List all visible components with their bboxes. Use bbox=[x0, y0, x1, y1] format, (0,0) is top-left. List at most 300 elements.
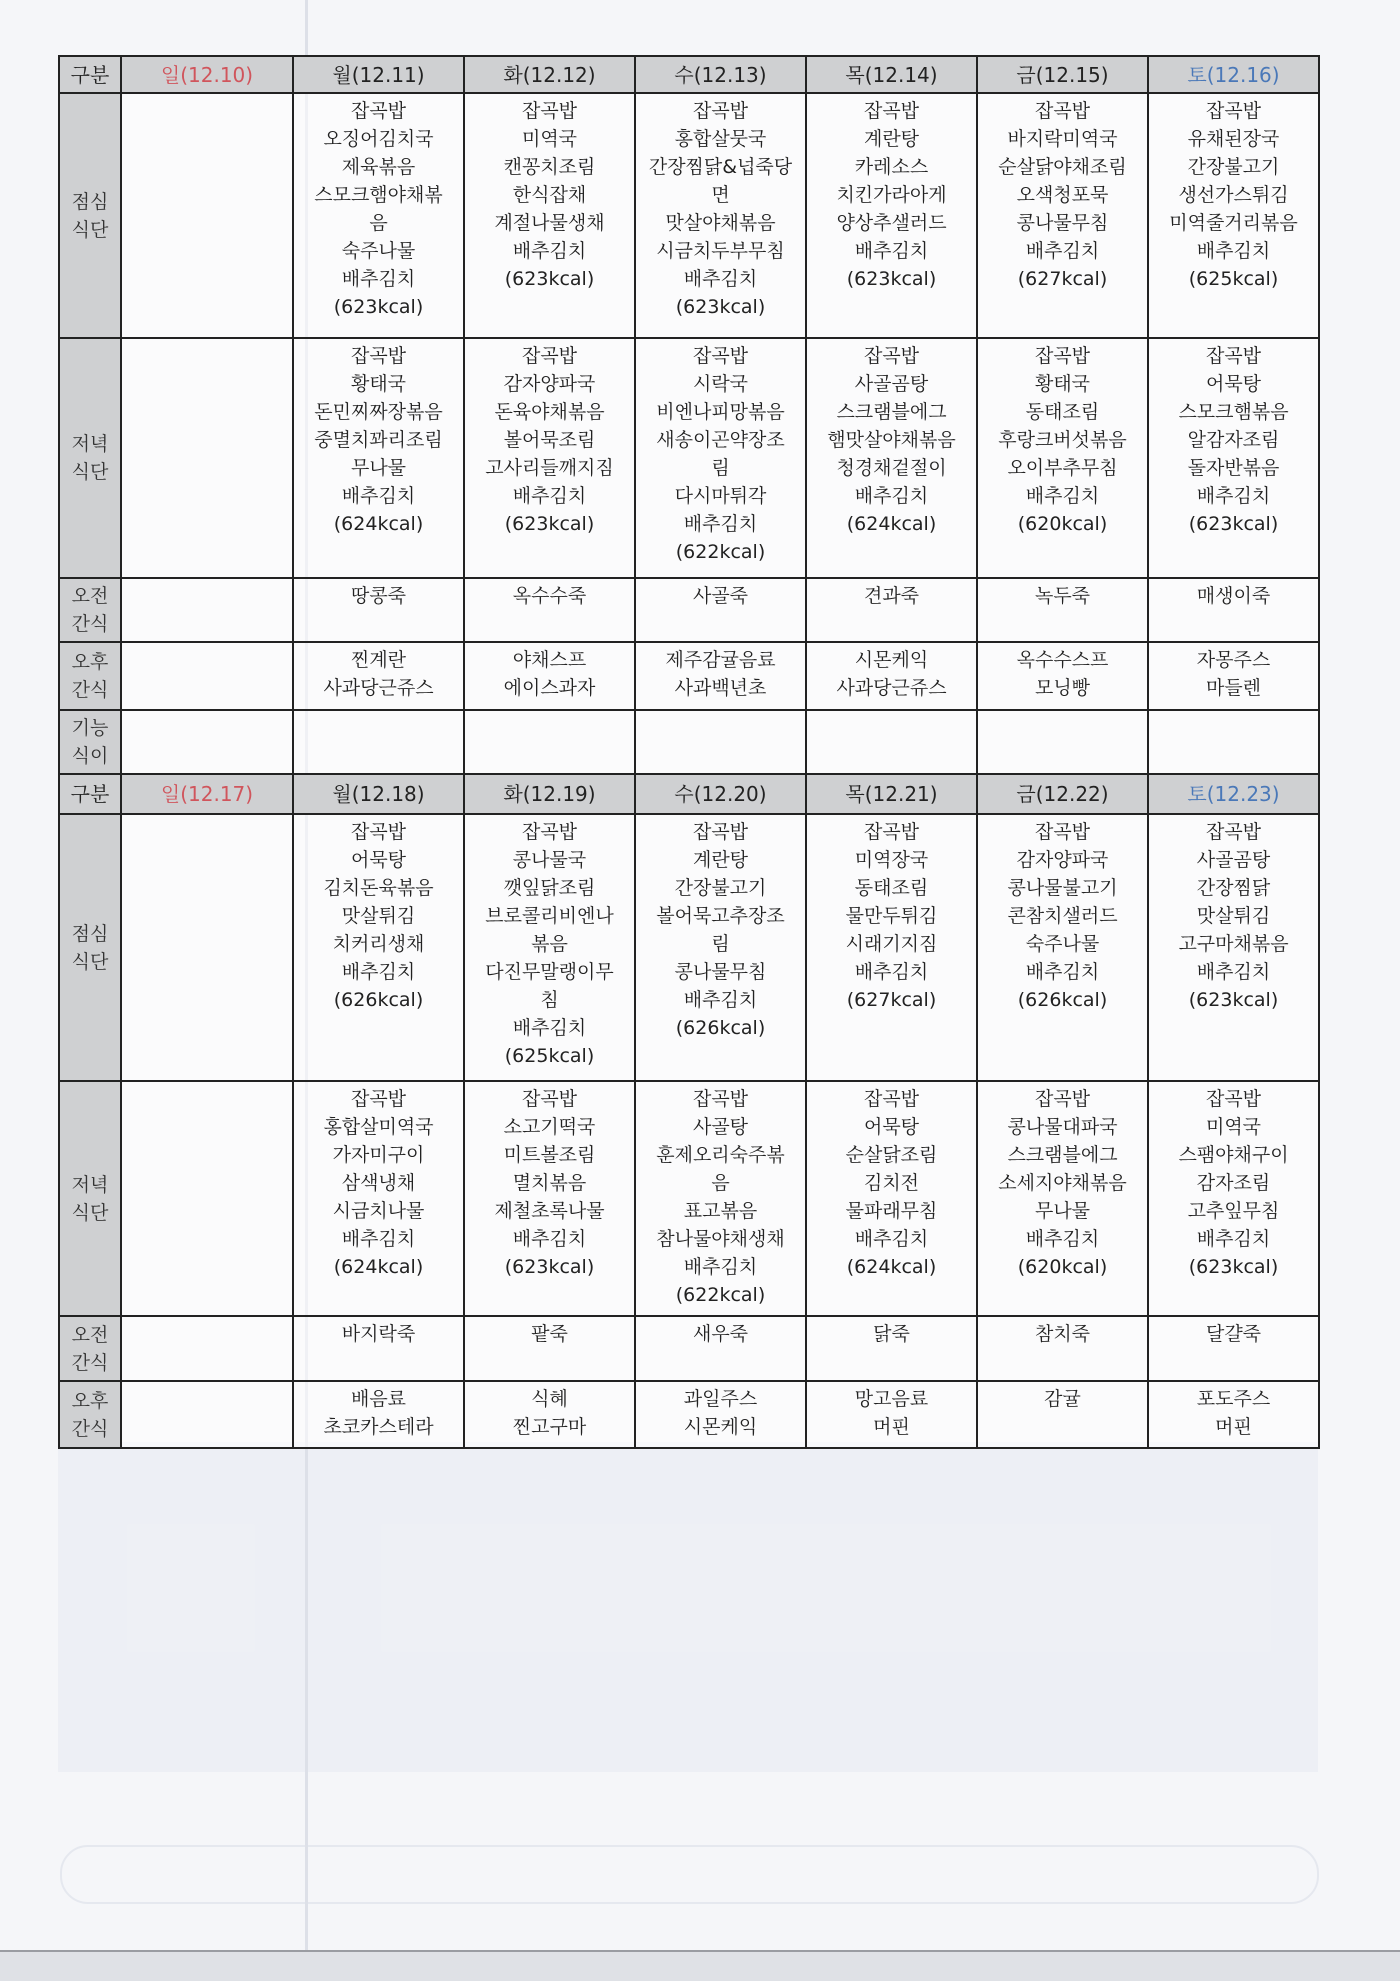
menu-item: 배추김치 bbox=[1196, 485, 1271, 507]
menu-item: 잡곡밥 bbox=[350, 821, 407, 843]
menu-item: 잡곡밥 bbox=[1034, 1088, 1091, 1110]
day-header: 수(12.13) bbox=[635, 56, 806, 93]
menu-cell bbox=[635, 1316, 806, 1381]
menu-item: (623kcal) bbox=[1188, 513, 1279, 535]
menu-item: 배추김치 bbox=[683, 1256, 758, 1278]
menu-item: (624kcal) bbox=[846, 513, 937, 535]
menu-cell bbox=[464, 1381, 635, 1448]
menu-item: 머핀 bbox=[1215, 1416, 1252, 1438]
menu-item: 다진무말랭이무 bbox=[485, 961, 614, 983]
menu-cell bbox=[121, 338, 293, 578]
menu-cell bbox=[977, 710, 1148, 774]
menu-item: 맛살야채볶음 bbox=[665, 212, 776, 234]
menu-item: 시금치두부무침 bbox=[656, 240, 785, 262]
menu-item: 잡곡밥 bbox=[350, 1088, 407, 1110]
menu-item: 순살닭야채조림 bbox=[998, 156, 1127, 178]
day-header: 금(12.22) bbox=[977, 774, 1148, 814]
day-header: 월(12.11) bbox=[293, 56, 464, 93]
menu-item: 잡곡밥 bbox=[521, 821, 578, 843]
menu-cell bbox=[977, 93, 1148, 338]
menu-item: 옥수수스프 bbox=[1016, 649, 1109, 671]
row-label-line: 점심 bbox=[71, 190, 109, 213]
menu-item: 감자양파국 bbox=[1016, 849, 1109, 871]
menu-item: 유채된장국 bbox=[1187, 128, 1280, 150]
day-header: 일(12.10) bbox=[121, 56, 293, 93]
menu-item: 오색청포묵 bbox=[1016, 184, 1109, 206]
menu-cell bbox=[293, 93, 464, 338]
menu-item: 소고기떡국 bbox=[503, 1116, 596, 1138]
menu-cell bbox=[635, 642, 806, 710]
menu-cell bbox=[977, 1381, 1148, 1448]
menu-item: 참나물야채생채 bbox=[656, 1228, 785, 1250]
menu-item: 계절나물생채 bbox=[494, 212, 605, 234]
menu-item: 제육볶음 bbox=[341, 156, 416, 178]
menu-item: 잡곡밥 bbox=[350, 100, 407, 122]
menu-cell bbox=[121, 1081, 293, 1316]
row-label-pm-snack bbox=[59, 1381, 121, 1448]
menu-item: 배추김치 bbox=[683, 268, 758, 290]
menu-cell bbox=[977, 814, 1148, 1081]
menu-item: 다시마튀각 bbox=[674, 485, 767, 507]
menu-item: 어묵탕 bbox=[863, 1116, 920, 1138]
menu-item: 배추김치 bbox=[1025, 485, 1100, 507]
menu-item: 배추김치 bbox=[512, 1228, 587, 1250]
pm-snack-row bbox=[59, 1381, 1319, 1448]
menu-item: (626kcal) bbox=[1017, 989, 1108, 1011]
menu-item: 잡곡밥 bbox=[692, 1088, 749, 1110]
menu-item: 숙주나물 bbox=[1025, 933, 1100, 955]
row-label-line: 식단 bbox=[71, 218, 109, 241]
menu-item: (624kcal) bbox=[333, 513, 424, 535]
menu-item: 시몬케익 bbox=[854, 649, 929, 671]
weekly-meal-table bbox=[58, 55, 1320, 1449]
dinner-row bbox=[59, 1081, 1319, 1316]
menu-item: 오징어김치국 bbox=[323, 128, 434, 150]
am-snack-row bbox=[59, 578, 1319, 642]
menu-cell bbox=[806, 93, 977, 338]
menu-cell bbox=[293, 1381, 464, 1448]
menu-item: 어묵탕 bbox=[350, 849, 407, 871]
menu-item: 팥죽 bbox=[531, 1323, 568, 1345]
menu-item: (627kcal) bbox=[846, 989, 937, 1011]
menu-item: 후랑크버섯볶음 bbox=[998, 429, 1127, 451]
menu-item: 사골곰탕 bbox=[1196, 849, 1271, 871]
menu-item: 새우죽 bbox=[692, 1323, 749, 1345]
day-header: 월(12.18) bbox=[293, 774, 464, 814]
menu-item: 찐고구마 bbox=[512, 1416, 587, 1438]
menu-item: 간장찜닭&넙죽당 bbox=[648, 156, 793, 178]
menu-item: 콩나물무침 bbox=[674, 961, 767, 983]
menu-item: 배추김치 bbox=[1025, 961, 1100, 983]
menu-item: 간장찜닭 bbox=[1196, 877, 1271, 899]
menu-item: 계란탕 bbox=[692, 849, 749, 871]
menu-item: 배추김치 bbox=[854, 1228, 929, 1250]
menu-item: 콩나물무침 bbox=[1016, 212, 1109, 234]
menu-cell bbox=[121, 1316, 293, 1381]
menu-item: 고사리들깨지짐 bbox=[485, 457, 614, 479]
row-label-line: 식단 bbox=[71, 461, 109, 483]
menu-item: 마들렌 bbox=[1205, 677, 1262, 699]
menu-item: 잡곡밥 bbox=[863, 345, 920, 367]
menu-item: 배추김치 bbox=[512, 1017, 587, 1039]
menu-item: 사과백년초 bbox=[674, 677, 767, 699]
row-label-line: 오전 bbox=[71, 585, 109, 607]
menu-cell bbox=[293, 1081, 464, 1316]
menu-item: 배추김치 bbox=[512, 485, 587, 507]
header-label: 구분 bbox=[59, 56, 121, 93]
menu-item: 고구마채볶음 bbox=[1178, 933, 1289, 955]
menu-item: 배추김치 bbox=[1025, 1228, 1100, 1250]
menu-cell bbox=[806, 578, 977, 642]
menu-item: 황태국 bbox=[350, 373, 407, 395]
menu-item: 매생이죽 bbox=[1196, 585, 1271, 607]
row-label-am-snack bbox=[59, 1316, 121, 1381]
menu-item: 가자미구이 bbox=[332, 1144, 425, 1166]
menu-cell bbox=[977, 338, 1148, 578]
menu-item: 잡곡밥 bbox=[1205, 100, 1262, 122]
menu-cell bbox=[1148, 578, 1319, 642]
menu-cell bbox=[977, 578, 1148, 642]
menu-item: 잡곡밥 bbox=[1205, 1088, 1262, 1110]
menu-cell bbox=[464, 642, 635, 710]
row-label-line: 저녁 bbox=[71, 1173, 109, 1196]
menu-cell bbox=[977, 642, 1148, 710]
menu-item: 맛살튀김 bbox=[1196, 905, 1271, 927]
menu-item: 배추김치 bbox=[341, 268, 416, 290]
menu-item: 콩나물대파국 bbox=[1007, 1116, 1118, 1138]
menu-item: 물만두튀김 bbox=[845, 905, 938, 927]
menu-cell bbox=[806, 338, 977, 578]
menu-cell bbox=[635, 578, 806, 642]
menu-item: 볶음 bbox=[531, 933, 568, 955]
menu-item: 돌자반볶음 bbox=[1187, 457, 1280, 479]
menu-item: 햄맛살야채볶음 bbox=[827, 429, 956, 451]
menu-item: 침 bbox=[540, 989, 559, 1011]
menu-item: 야채스프 bbox=[512, 649, 587, 671]
menu-item: 스크램블에그 bbox=[836, 401, 947, 423]
row-label-dinner bbox=[59, 338, 121, 578]
menu-item: 청경채겉절이 bbox=[836, 457, 947, 479]
menu-item: 모닝빵 bbox=[1034, 677, 1091, 699]
menu-cell bbox=[121, 642, 293, 710]
row-label-line: 간식 bbox=[71, 679, 109, 701]
menu-item: 김치돈육볶음 bbox=[323, 877, 434, 899]
menu-item: 시래기지짐 bbox=[845, 933, 938, 955]
menu-cell bbox=[121, 814, 293, 1081]
day-header: 목(12.14) bbox=[806, 56, 977, 93]
menu-cell bbox=[806, 814, 977, 1081]
menu-item: 오이부추무침 bbox=[1007, 457, 1118, 479]
menu-item: 돈육야채볶음 bbox=[494, 401, 605, 423]
menu-item: 잡곡밥 bbox=[863, 100, 920, 122]
menu-item: 배추김치 bbox=[341, 1228, 416, 1250]
menu-item: 배추김치 bbox=[512, 240, 587, 262]
row-label-line: 점심 bbox=[71, 922, 109, 945]
menu-item: 미트볼조림 bbox=[503, 1144, 596, 1166]
menu-item: 동태조림 bbox=[1025, 401, 1100, 423]
menu-item: 치커리생채 bbox=[332, 933, 425, 955]
menu-item: 무나물 bbox=[350, 457, 407, 479]
menu-item: 시몬케익 bbox=[683, 1416, 758, 1438]
menu-item: 잡곡밥 bbox=[1034, 821, 1091, 843]
menu-cell bbox=[121, 578, 293, 642]
day-header: 화(12.19) bbox=[464, 774, 635, 814]
menu-item: 시락국 bbox=[692, 373, 749, 395]
menu-item: (625kcal) bbox=[504, 1045, 595, 1067]
day-header-row bbox=[59, 774, 1319, 814]
row-label-line: 기능 bbox=[71, 717, 109, 739]
menu-item: 배추김치 bbox=[854, 485, 929, 507]
menu-cell bbox=[464, 1081, 635, 1316]
menu-item: 황태국 bbox=[1034, 373, 1091, 395]
menu-cell bbox=[293, 1316, 464, 1381]
menu-item: (623kcal) bbox=[504, 513, 595, 535]
row-label-lunch bbox=[59, 93, 121, 338]
day-header: 일(12.17) bbox=[121, 774, 293, 814]
row-label-functional bbox=[59, 710, 121, 774]
menu-cell bbox=[1148, 642, 1319, 710]
menu-cell bbox=[293, 338, 464, 578]
menu-cell bbox=[806, 1381, 977, 1448]
menu-item: 땅콩죽 bbox=[350, 585, 407, 607]
menu-item: 미역국 bbox=[521, 128, 578, 150]
menu-item: 바지락미역국 bbox=[1007, 128, 1118, 150]
row-label-line: 오전 bbox=[71, 1323, 109, 1346]
menu-item: 잡곡밥 bbox=[692, 345, 749, 367]
menu-item: 고추잎무침 bbox=[1187, 1200, 1280, 1222]
menu-item: (620kcal) bbox=[1017, 513, 1108, 535]
pm-snack-row bbox=[59, 642, 1319, 710]
menu-item: 잡곡밥 bbox=[863, 821, 920, 843]
menu-cell bbox=[1148, 1081, 1319, 1316]
meal-table-body bbox=[59, 56, 1319, 1448]
row-label-line: 식단 bbox=[71, 950, 109, 973]
menu-item: 과일주스 bbox=[683, 1388, 758, 1410]
menu-item: (623kcal) bbox=[846, 268, 937, 290]
menu-item: 중멸치꽈리조림 bbox=[314, 429, 443, 451]
menu-item: (623kcal) bbox=[333, 296, 424, 318]
row-label-pm-snack bbox=[59, 642, 121, 710]
menu-item: 시금치나물 bbox=[332, 1200, 425, 1222]
menu-item: 간장불고기 bbox=[674, 877, 767, 899]
menu-item: 캔꽁치조림 bbox=[503, 156, 596, 178]
menu-cell bbox=[1148, 814, 1319, 1081]
menu-cell bbox=[121, 93, 293, 338]
menu-cell bbox=[1148, 1316, 1319, 1381]
row-label-line: 식단 bbox=[71, 1201, 109, 1224]
row-label-line: 오후 bbox=[71, 1389, 109, 1412]
menu-cell bbox=[464, 93, 635, 338]
menu-item: 비엔나피망볶음 bbox=[656, 401, 785, 423]
row-label-line: 식이 bbox=[71, 745, 109, 767]
menu-cell bbox=[293, 814, 464, 1081]
menu-item: 볼어묵고추장조 bbox=[656, 905, 785, 927]
row-label-line: 저녁 bbox=[71, 433, 109, 455]
menu-item: 치킨가라아게 bbox=[836, 184, 947, 206]
functional-row bbox=[59, 710, 1319, 774]
menu-item: 제철초록나물 bbox=[494, 1200, 605, 1222]
menu-item: (623kcal) bbox=[675, 296, 766, 318]
menu-item: 음 bbox=[369, 212, 388, 234]
menu-item: 머핀 bbox=[873, 1416, 910, 1438]
menu-item: 자몽주스 bbox=[1196, 649, 1271, 671]
menu-item: (623kcal) bbox=[504, 268, 595, 290]
menu-item: 잡곡밥 bbox=[521, 100, 578, 122]
menu-item: 깻잎닭조림 bbox=[503, 877, 596, 899]
menu-item: 식혜 bbox=[531, 1388, 568, 1410]
menu-item: 스크램블에그 bbox=[1007, 1144, 1118, 1166]
menu-cell bbox=[464, 710, 635, 774]
menu-item: 배추김치 bbox=[1025, 240, 1100, 262]
menu-item: 찐계란 bbox=[350, 649, 407, 671]
menu-item: 감자양파국 bbox=[503, 373, 596, 395]
menu-item: (627kcal) bbox=[1017, 268, 1108, 290]
menu-cell bbox=[977, 1081, 1148, 1316]
menu-item: 홍합살미역국 bbox=[323, 1116, 434, 1138]
row-label-dinner bbox=[59, 1081, 121, 1316]
menu-item: 김치전 bbox=[863, 1172, 920, 1194]
menu-cell bbox=[1148, 93, 1319, 338]
menu-cell bbox=[635, 814, 806, 1081]
menu-item: (623kcal) bbox=[1188, 1256, 1279, 1278]
menu-cell bbox=[1148, 1381, 1319, 1448]
menu-item: 배추김치 bbox=[854, 240, 929, 262]
day-header: 금(12.15) bbox=[977, 56, 1148, 93]
menu-item: 미역줄거리볶음 bbox=[1169, 212, 1298, 234]
row-label-lunch bbox=[59, 814, 121, 1081]
lunch-row bbox=[59, 814, 1319, 1081]
menu-item: 제주감귤음료 bbox=[665, 649, 776, 671]
menu-item: 양상추샐러드 bbox=[836, 212, 947, 234]
menu-item: 멸치볶음 bbox=[512, 1172, 587, 1194]
menu-item: 배추김치 bbox=[1196, 1228, 1271, 1250]
menu-item: 홍합살뭇국 bbox=[674, 128, 767, 150]
menu-item: 사골죽 bbox=[692, 585, 749, 607]
menu-item: 견과죽 bbox=[863, 585, 920, 607]
menu-item: (623kcal) bbox=[504, 1256, 595, 1278]
menu-cell bbox=[293, 642, 464, 710]
menu-item: 참치죽 bbox=[1034, 1323, 1091, 1345]
menu-item: 닭죽 bbox=[873, 1323, 910, 1345]
menu-cell bbox=[806, 1081, 977, 1316]
menu-item: 콩나물국 bbox=[512, 849, 587, 871]
menu-item: 사과당근쥬스 bbox=[323, 677, 434, 699]
menu-cell bbox=[977, 1316, 1148, 1381]
scan-page-edge bbox=[0, 1950, 1400, 1981]
menu-item: 잡곡밥 bbox=[692, 821, 749, 843]
menu-item: 훈제오리숙주볶 bbox=[656, 1144, 785, 1166]
menu-item: 잡곡밥 bbox=[1205, 345, 1262, 367]
menu-item: 달걀죽 bbox=[1205, 1323, 1262, 1345]
lunch-row bbox=[59, 93, 1319, 338]
menu-item: 림 bbox=[711, 933, 730, 955]
menu-cell bbox=[635, 93, 806, 338]
menu-item: 스팸야채구이 bbox=[1178, 1144, 1289, 1166]
menu-item: 잡곡밥 bbox=[521, 1088, 578, 1110]
row-label-line: 간식 bbox=[71, 613, 109, 635]
menu-item: 감자조림 bbox=[1196, 1172, 1271, 1194]
menu-item: 미역장국 bbox=[854, 849, 929, 871]
menu-item: 물파래무침 bbox=[845, 1200, 938, 1222]
menu-item: 녹두죽 bbox=[1034, 585, 1091, 607]
menu-item: 생선가스튀김 bbox=[1178, 184, 1289, 206]
menu-cell bbox=[806, 642, 977, 710]
menu-item: 순살닭조림 bbox=[845, 1144, 938, 1166]
day-header: 토(12.23) bbox=[1148, 774, 1319, 814]
menu-cell bbox=[1148, 338, 1319, 578]
menu-item: 볼어묵조림 bbox=[503, 429, 596, 451]
menu-item: (623kcal) bbox=[1188, 989, 1279, 1011]
menu-item: 동태조림 bbox=[854, 877, 929, 899]
menu-item: 배추김치 bbox=[341, 961, 416, 983]
menu-item: 배추김치 bbox=[854, 961, 929, 983]
menu-item: 콩나물불고기 bbox=[1007, 877, 1118, 899]
menu-item: (620kcal) bbox=[1017, 1256, 1108, 1278]
menu-item: 림 bbox=[711, 457, 730, 479]
menu-item: 배추김치 bbox=[341, 485, 416, 507]
menu-item: 숙주나물 bbox=[341, 240, 416, 262]
menu-item: 옥수수죽 bbox=[512, 585, 587, 607]
menu-item: 잡곡밥 bbox=[1034, 100, 1091, 122]
menu-item: (626kcal) bbox=[675, 1017, 766, 1039]
menu-item: 망고음료 bbox=[854, 1388, 929, 1410]
row-label-line: 오후 bbox=[71, 651, 109, 673]
menu-cell bbox=[635, 1381, 806, 1448]
menu-item: 포도주스 bbox=[1196, 1388, 1271, 1410]
menu-item: 표고볶음 bbox=[683, 1200, 758, 1222]
menu-item: 맛살튀김 bbox=[341, 905, 416, 927]
menu-cell bbox=[635, 1081, 806, 1316]
menu-cell bbox=[293, 710, 464, 774]
row-label-line: 간식 bbox=[71, 1417, 109, 1440]
row-label-line: 간식 bbox=[71, 1351, 109, 1374]
menu-item: 배음료 bbox=[350, 1388, 407, 1410]
menu-item: 잡곡밥 bbox=[1034, 345, 1091, 367]
menu-item: 배추김치 bbox=[1196, 961, 1271, 983]
menu-item: 미역국 bbox=[1205, 1116, 1262, 1138]
menu-item: 사골탕 bbox=[692, 1116, 749, 1138]
menu-cell bbox=[806, 1316, 977, 1381]
day-header: 토(12.16) bbox=[1148, 56, 1319, 93]
day-header: 목(12.21) bbox=[806, 774, 977, 814]
menu-item: 감귤 bbox=[1044, 1388, 1081, 1410]
menu-cell bbox=[464, 578, 635, 642]
menu-item: 잡곡밥 bbox=[521, 345, 578, 367]
menu-item: (624kcal) bbox=[333, 1256, 424, 1278]
menu-cell bbox=[635, 338, 806, 578]
reverse-side-bleed-through bbox=[58, 1442, 1318, 1772]
menu-item: (624kcal) bbox=[846, 1256, 937, 1278]
day-header: 수(12.20) bbox=[635, 774, 806, 814]
day-header: 화(12.12) bbox=[464, 56, 635, 93]
menu-item: 바지락죽 bbox=[341, 1323, 416, 1345]
menu-item: 콘참치샐러드 bbox=[1007, 905, 1118, 927]
menu-cell bbox=[293, 578, 464, 642]
menu-item: 새송이곤약장조 bbox=[656, 429, 785, 451]
menu-item: 에이스과자 bbox=[503, 677, 596, 699]
menu-item: 소세지야채볶음 bbox=[998, 1172, 1127, 1194]
menu-item: 카레소스 bbox=[854, 156, 929, 178]
menu-cell bbox=[635, 710, 806, 774]
menu-item: 계란탕 bbox=[863, 128, 920, 150]
menu-item: 돈민찌짜장볶음 bbox=[314, 401, 443, 423]
menu-item: 배추김치 bbox=[683, 989, 758, 1011]
menu-item: 알감자조림 bbox=[1187, 429, 1280, 451]
menu-cell bbox=[464, 338, 635, 578]
menu-item: 배추김치 bbox=[683, 513, 758, 535]
menu-cell bbox=[464, 1316, 635, 1381]
menu-item: 한식잡채 bbox=[512, 184, 587, 206]
